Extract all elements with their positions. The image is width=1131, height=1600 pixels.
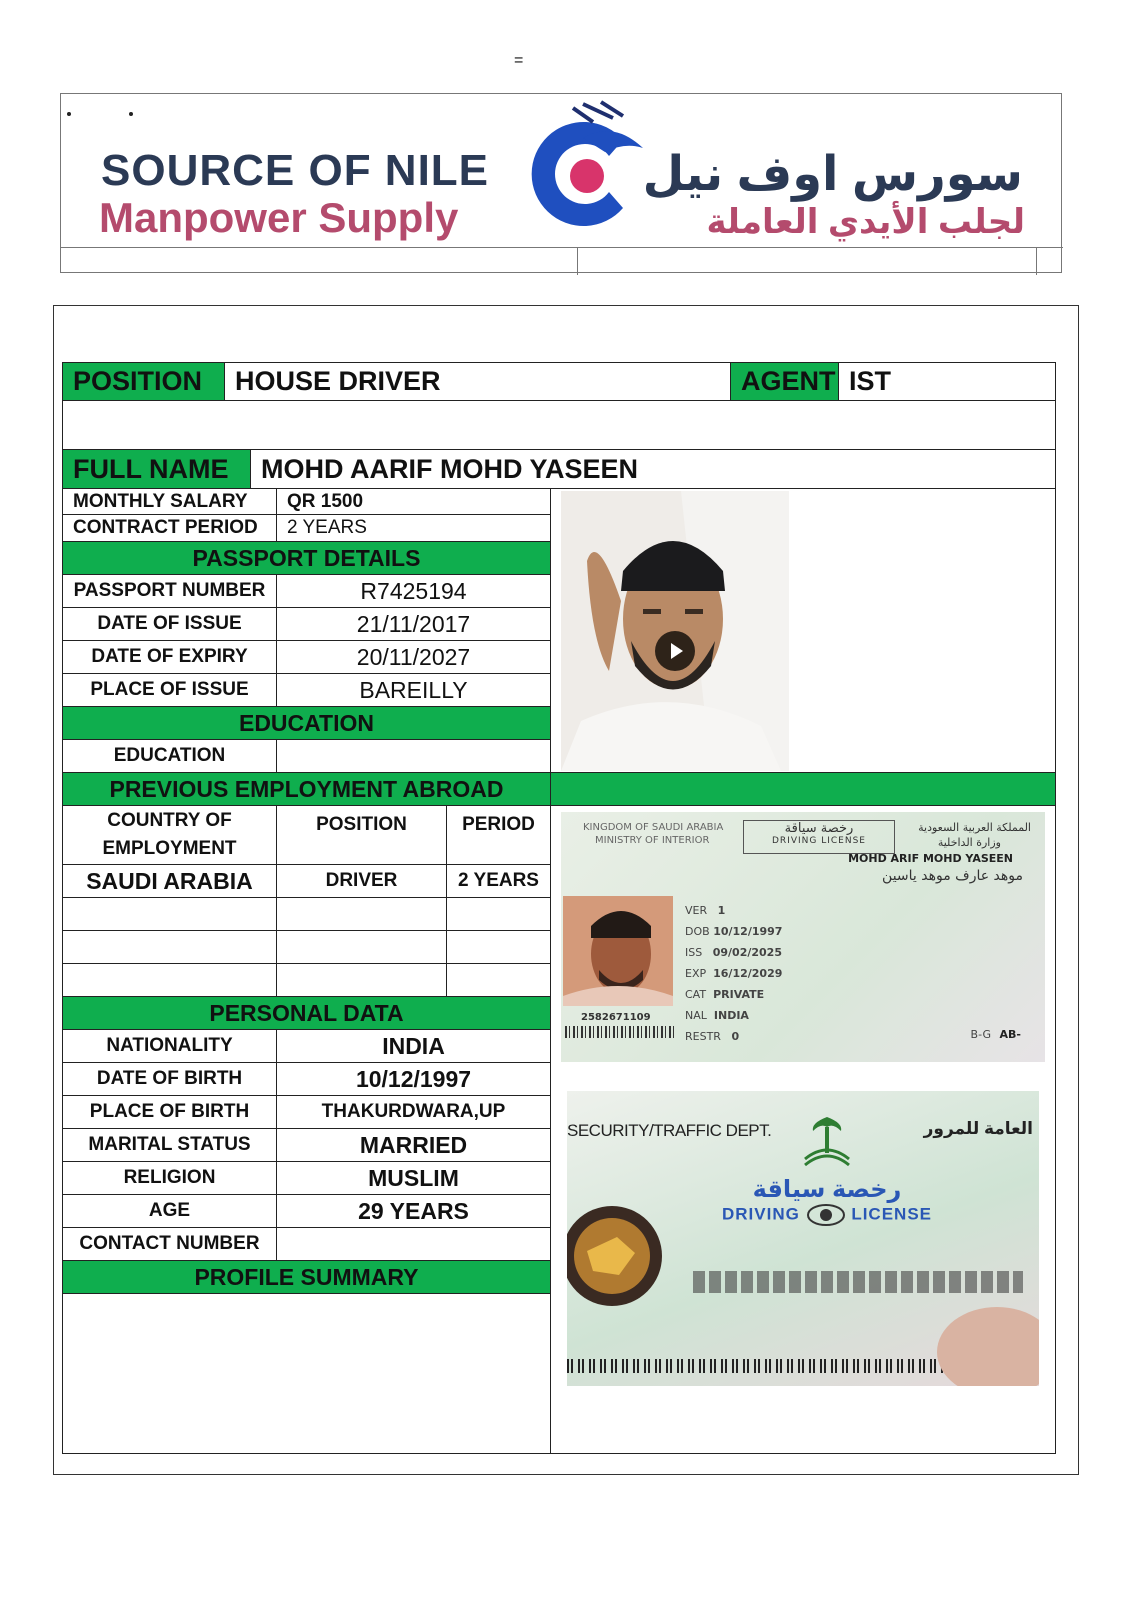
passport-number-label: PASSPORT NUMBER [62,574,277,608]
license-back-barcode [567,1359,987,1373]
salary-value: QR 1500 [276,488,551,515]
marital-status-value: MARRIED [276,1128,551,1162]
play-button[interactable] [655,631,695,671]
marital-status-label: MARITAL STATUS [62,1128,277,1162]
license-ministry: MINISTRY OF INTERIOR [595,835,710,846]
employment-country: SAUDI ARABIA [62,864,277,898]
dob-value: 10/12/1997 [276,1062,551,1096]
agent-value: IST [838,362,1056,401]
employment-empty-cell [446,963,551,997]
employment-empty-cell [446,930,551,964]
license-fields-labels: VER 1 DOB 10/12/1997 ISS 09/02/2025 EXP 16/12/2029 CAT PRIVATE NAL INDIA RESTR 0 [685,904,783,1043]
col-country-header: COUNTRY OF EMPLOYMENT [62,805,277,865]
letterhead-subrow [61,247,1063,275]
employment-empty-cell [276,897,447,931]
nationality-value: INDIA [276,1029,551,1063]
dob-label: DATE OF BIRTH [62,1062,277,1096]
license-barcode [565,1026,677,1038]
license-dept: SECURITY/TRAFFIC DEPT. [567,1121,772,1140]
company-name-ar: سورس اوف نيل [642,148,1023,201]
saudi-emblem-icon [799,1113,855,1169]
religion-value: MUSLIM [276,1161,551,1195]
license-title-box: رخصة سياقة DRIVING LICENSE [743,820,895,854]
gcc-seal-icon [567,1201,667,1311]
license-id-number: 2582671109 [581,1012,651,1023]
salary-label: MONTHLY SALARY [62,488,277,515]
employment-empty-cell [62,930,277,964]
employment-heading: PREVIOUS EMPLOYMENT ABROAD [62,772,551,806]
education-label: EDUCATION [62,739,277,773]
age-value: 29 YEARS [276,1194,551,1228]
license-dept-ar: العامة للمرور [923,1119,1033,1138]
license-bg: B-G [970,1028,991,1041]
license-kingdom-ar: المملكة العربية السعودية [918,821,1031,834]
license-kingdom: KINGDOM OF SAUDI ARABIA [583,822,724,833]
nationality-label: NATIONALITY [62,1029,277,1063]
employment-empty-cell [276,963,447,997]
col-period-header: PERIOD [446,805,551,865]
employment-empty-cell [62,963,277,997]
passport-heading: PASSPORT DETAILS [62,541,551,575]
expiry-date-value: 20/11/2027 [276,640,551,674]
contract-label: CONTRACT PERIOD [62,514,277,542]
employment-empty-cell [62,897,277,931]
license-name-en: MOHD ARIF MOHD YASEEN [848,852,1013,865]
employment-empty-cell [446,897,551,931]
col-position-header: POSITION [276,805,447,865]
license-portrait-icon [563,896,673,1006]
agent-label: AGENT [730,362,839,401]
company-tagline-en: Manpower Supply [99,194,459,241]
birthplace-value: THAKURDWARA,UP [276,1095,551,1129]
contract-value: 2 YEARS [276,514,551,542]
license-back-title-left: DRIVING [722,1204,800,1224]
issue-place-value: BAREILLY [276,673,551,707]
position-value: HOUSE DRIVER [224,362,731,401]
employment-heading-extension [550,772,1056,806]
spacer-row [62,400,1056,450]
education-heading: EDUCATION [62,706,551,740]
age-label: AGE [62,1194,277,1228]
page-marker: = [514,52,524,69]
full-name-label: FULL NAME [62,449,251,489]
full-name-value: MOHD AARIF MOHD YASEEN [250,449,1056,489]
play-icon [655,631,695,671]
driving-license-back [567,1091,1039,1386]
passport-number-value: R7425194 [276,574,551,608]
candidate-photo[interactable] [561,491,789,771]
employment-period: 2 YEARS [446,864,551,898]
issue-date-label: DATE OF ISSUE [62,607,277,641]
position-label: POSITION [62,362,225,401]
contact-number-value [276,1227,551,1261]
employment-empty-cell [276,930,447,964]
personal-heading: PERSONAL DATA [62,996,551,1030]
profile-summary-heading: PROFILE SUMMARY [62,1260,551,1294]
license-back-title: رخصة سياقة DRIVING LICENSE [717,1175,937,1226]
birthplace-label: PLACE OF BIRTH [62,1095,277,1129]
license-name-ar: موهد عارف موهد ياسين [882,868,1023,884]
contact-number-label: CONTACT NUMBER [62,1227,277,1261]
religion-label: RELIGION [62,1161,277,1195]
license-ministry-ar: وزارة الداخلية [937,836,1001,849]
issue-place-label: PLACE OF ISSUE [62,673,277,707]
thumb [937,1307,1039,1386]
employment-position: DRIVER [276,864,447,898]
company-logo-icon [513,100,663,240]
education-value [276,739,551,773]
license-fine-print [693,1271,1023,1293]
license-blood: AB- [999,1028,1021,1041]
expiry-date-label: DATE OF EXPIRY [62,640,277,674]
company-tagline-ar: لجلب الأيدي العاملة [706,203,1025,241]
police-badge-icon [806,1204,846,1226]
driving-license-front [561,812,1045,1062]
profile-summary-body [62,1293,551,1454]
license-holder-photo [563,896,673,1006]
letterhead [60,93,1062,273]
issue-date-value: 21/11/2017 [276,607,551,641]
company-name-en: SOURCE OF NILE [101,146,490,195]
license-back-title-right: LICENSE [851,1204,932,1224]
